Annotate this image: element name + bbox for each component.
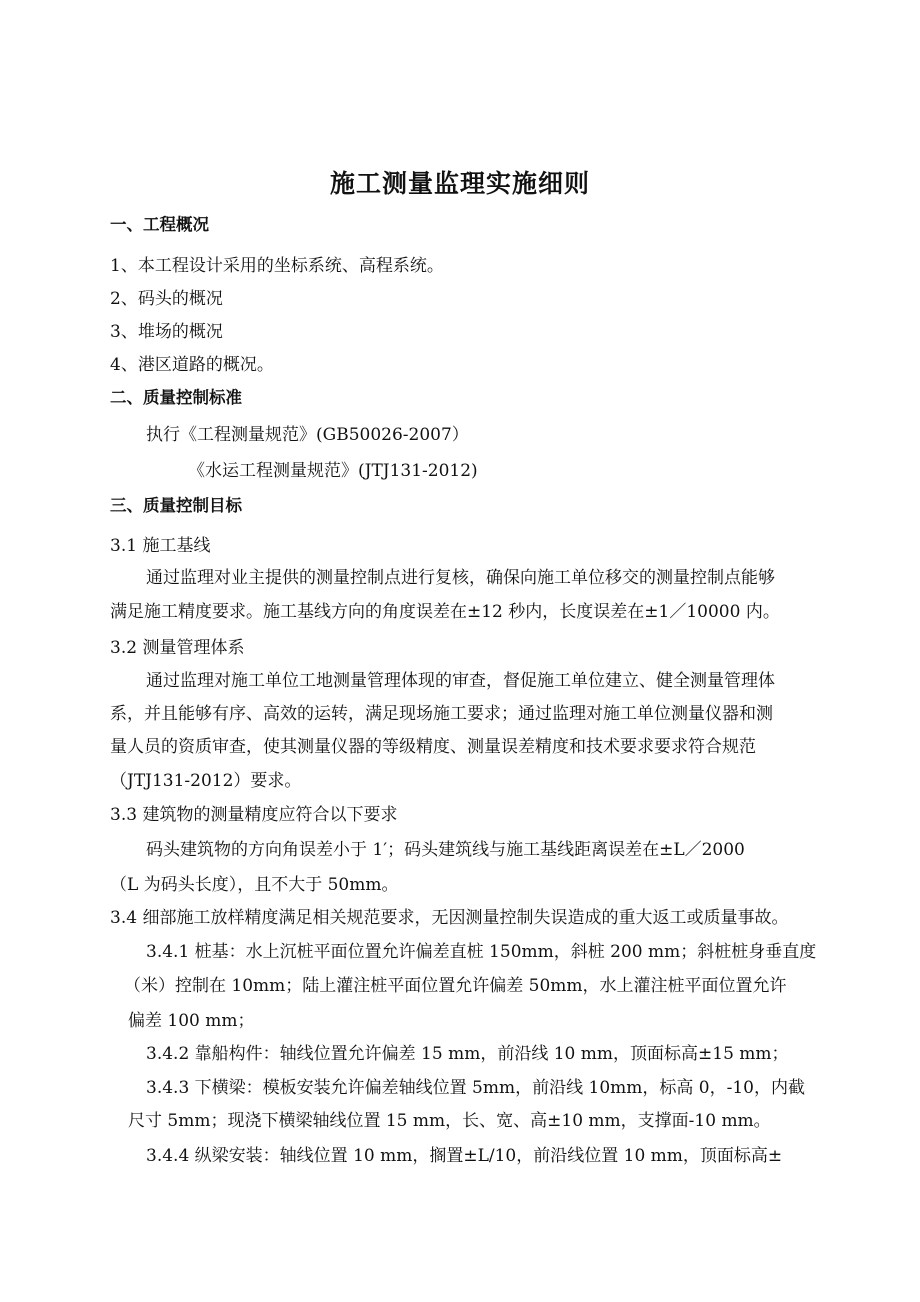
paragraph-line: 3.4.3 下横梁：模板安装允许偏差轴线位置 5mm，前沿线 10mm，标高 0，-10，内截 [146,1078,805,1098]
subsection-3-2: 3.2 测量管理体系 [110,638,245,658]
paragraph-line: 尺寸 5mm；现浇下横梁轴线位置 15 mm，长、宽、高±10 mm，支撑面-10 mm。 [128,1111,771,1131]
paragraph-line: 系，并且能够有序、高效的运转，满足现场施工要求；通过监理对施工单位测量仪器和测 [110,704,773,724]
paragraph-line: 通过监理对施工单位工地测量管理体现的审查，督促施工单位建立、健全测量管理体 [146,671,775,691]
section-heading-goals: 三、质量控制目标 [110,496,242,515]
subsection-3-3: 3.3 建筑物的测量精度应符合以下要求 [110,805,398,825]
section-heading-overview: 一、工程概况 [110,215,209,234]
paragraph-line: 量人员的资质审查，使其测量仪器的等级精度、测量误差精度和技术要求要求符合规范 [110,737,756,757]
paragraph-line: （L 为码头长度），且不大于 50mm。 [110,875,399,895]
document-title: 施工测量监理实施细则 [329,169,590,198]
overview-item-2: 2、码头的概况 [110,289,223,309]
paragraph-line: （JTJ131-2012）要求。 [110,771,302,791]
overview-item-4: 4、港区道路的概况。 [110,355,274,375]
section-heading-standards: 二、质量控制标准 [110,388,242,407]
paragraph-line: 偏差 100 mm； [128,1011,255,1031]
overview-item-1: 1、本工程设计采用的坐标系统、高程系统。 [110,256,444,276]
paragraph-line: 3.4.4 纵梁安装：轴线位置 10 mm，搁置±L/10，前沿线位置 10 mm，顶面标高± [146,1146,783,1166]
paragraph-line: 3.4.1 桩基：水上沉桩平面位置允许偏差直桩 150mm，斜桩 200 mm；斜桩桩身垂直度 [146,942,817,962]
paragraph-line: 满足施工精度要求。施工基线方向的角度误差在±12 秒内，长度误差在±1／10000 内。 [110,602,780,622]
paragraph-line: 3.4.2 靠船构件：轴线位置允许偏差 15 mm，前沿线 10 mm，顶面标高±15 mm； [146,1044,789,1064]
paragraph-line: 通过监理对业主提供的测量控制点进行复核，确保向施工单位移交的测量控制点能够 [146,568,775,588]
standard-line-1: 执行《工程测量规范》(GB50026-2007） [146,425,469,445]
paragraph-line: （米）控制在 10mm；陆上灌注桩平面位置允许偏差 50mm，水上灌注桩平面位置允许 [124,976,787,996]
standard-line-2: 《水运工程测量规范》(JTJ131-2012) [188,461,478,481]
subsection-3-4: 3.4 细部施工放样精度满足相关规范要求，无因测量控制失误造成的重大返工或质量事故。 [110,908,789,928]
subsection-3-1: 3.1 施工基线 [110,536,211,556]
overview-item-3: 3、堆场的概况 [110,322,223,342]
paragraph-line: 码头建筑物的方向角误差小于 1′；码头建筑线与施工基线距离误差在±L／2000 [146,840,745,860]
